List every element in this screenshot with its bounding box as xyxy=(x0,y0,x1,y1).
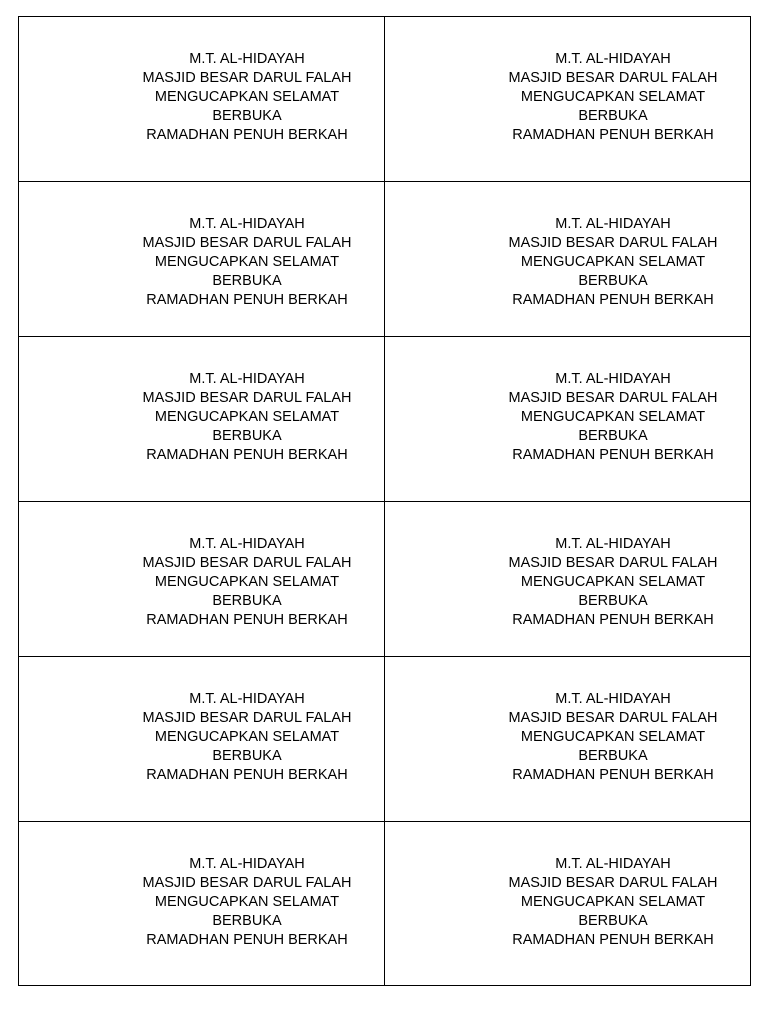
label-line-wish: RAMADHAN PENUH BERKAH xyxy=(146,612,348,628)
label-cell xyxy=(385,822,751,986)
label-cell xyxy=(385,182,751,336)
label-line-iftar: BERBUKA xyxy=(578,273,648,289)
label-line-org: M.T. AL-HIDAYAH xyxy=(555,371,671,387)
label-line-mosque: MASJID BESAR DARUL FALAH xyxy=(508,390,718,406)
label-text xyxy=(508,535,718,630)
label-line-wish: RAMADHAN PENUH BERKAH xyxy=(146,767,348,783)
label-line-wish: RAMADHAN PENUH BERKAH xyxy=(146,932,348,948)
label-text xyxy=(508,370,718,465)
label-line-org: M.T. AL-HIDAYAH xyxy=(189,216,305,232)
label-line-mosque: MASJID BESAR DARUL FALAH xyxy=(508,875,718,891)
label-text xyxy=(142,855,352,950)
label-line-greeting: MENGUCAPKAN SELAMAT xyxy=(154,574,340,590)
label-text xyxy=(142,50,352,145)
label-line-org: M.T. AL-HIDAYAH xyxy=(555,536,671,552)
label-line-mosque: MASJID BESAR DARUL FALAH xyxy=(508,710,718,726)
label-line-mosque: MASJID BESAR DARUL FALAH xyxy=(142,70,352,86)
label-sheet xyxy=(18,16,751,986)
label-line-greeting: MENGUCAPKAN SELAMAT xyxy=(154,89,340,105)
label-line-wish: RAMADHAN PENUH BERKAH xyxy=(512,127,714,143)
label-line-iftar: BERBUKA xyxy=(578,913,648,929)
label-cell xyxy=(19,17,385,181)
label-line-iftar: BERBUKA xyxy=(212,913,282,929)
label-line-mosque: MASJID BESAR DARUL FALAH xyxy=(508,70,718,86)
label-line-wish: RAMADHAN PENUH BERKAH xyxy=(146,127,348,143)
label-line-wish: RAMADHAN PENUH BERKAH xyxy=(512,612,714,628)
label-text xyxy=(508,215,718,310)
label-line-greeting: MENGUCAPKAN SELAMAT xyxy=(520,574,706,590)
label-text xyxy=(508,690,718,785)
label-cell xyxy=(19,502,385,656)
label-cell xyxy=(19,822,385,986)
label-cell xyxy=(19,337,385,501)
label-line-iftar: BERBUKA xyxy=(578,428,648,444)
label-line-greeting: MENGUCAPKAN SELAMAT xyxy=(154,254,340,270)
label-line-mosque: MASJID BESAR DARUL FALAH xyxy=(142,710,352,726)
label-text xyxy=(142,370,352,465)
label-line-mosque: MASJID BESAR DARUL FALAH xyxy=(142,390,352,406)
label-line-org: M.T. AL-HIDAYAH xyxy=(189,371,305,387)
label-line-org: M.T. AL-HIDAYAH xyxy=(189,691,305,707)
label-line-iftar: BERBUKA xyxy=(212,593,282,609)
label-line-greeting: MENGUCAPKAN SELAMAT xyxy=(520,729,706,745)
label-line-wish: RAMADHAN PENUH BERKAH xyxy=(512,767,714,783)
label-line-org: M.T. AL-HIDAYAH xyxy=(189,51,305,67)
label-cell xyxy=(385,502,751,656)
label-line-org: M.T. AL-HIDAYAH xyxy=(189,856,305,872)
label-text xyxy=(142,215,352,310)
label-line-wish: RAMADHAN PENUH BERKAH xyxy=(512,932,714,948)
label-line-greeting: MENGUCAPKAN SELAMAT xyxy=(520,409,706,425)
label-cell xyxy=(385,657,751,821)
label-text xyxy=(508,855,718,950)
label-line-greeting: MENGUCAPKAN SELAMAT xyxy=(154,894,340,910)
label-line-wish: RAMADHAN PENUH BERKAH xyxy=(146,292,348,308)
label-line-greeting: MENGUCAPKAN SELAMAT xyxy=(520,89,706,105)
label-line-greeting: MENGUCAPKAN SELAMAT xyxy=(520,254,706,270)
label-line-wish: RAMADHAN PENUH BERKAH xyxy=(512,447,714,463)
label-line-org: M.T. AL-HIDAYAH xyxy=(189,536,305,552)
label-line-greeting: MENGUCAPKAN SELAMAT xyxy=(154,729,340,745)
label-text xyxy=(142,535,352,630)
label-line-mosque: MASJID BESAR DARUL FALAH xyxy=(142,555,352,571)
label-line-iftar: BERBUKA xyxy=(212,748,282,764)
label-line-mosque: MASJID BESAR DARUL FALAH xyxy=(508,555,718,571)
label-line-iftar: BERBUKA xyxy=(578,748,648,764)
label-text xyxy=(508,50,718,145)
label-line-mosque: MASJID BESAR DARUL FALAH xyxy=(508,235,718,251)
label-line-iftar: BERBUKA xyxy=(212,108,282,124)
label-cell xyxy=(19,657,385,821)
label-line-wish: RAMADHAN PENUH BERKAH xyxy=(146,447,348,463)
label-cell xyxy=(19,182,385,336)
label-line-org: M.T. AL-HIDAYAH xyxy=(555,51,671,67)
label-line-iftar: BERBUKA xyxy=(212,273,282,289)
label-line-iftar: BERBUKA xyxy=(578,593,648,609)
label-cell xyxy=(385,17,751,181)
label-line-org: M.T. AL-HIDAYAH xyxy=(555,691,671,707)
label-line-org: M.T. AL-HIDAYAH xyxy=(555,216,671,232)
label-line-greeting: MENGUCAPKAN SELAMAT xyxy=(520,894,706,910)
label-cell xyxy=(385,337,751,501)
label-line-mosque: MASJID BESAR DARUL FALAH xyxy=(142,875,352,891)
label-line-wish: RAMADHAN PENUH BERKAH xyxy=(512,292,714,308)
label-line-mosque: MASJID BESAR DARUL FALAH xyxy=(142,235,352,251)
label-line-greeting: MENGUCAPKAN SELAMAT xyxy=(154,409,340,425)
label-text xyxy=(142,690,352,785)
label-line-iftar: BERBUKA xyxy=(212,428,282,444)
label-line-org: M.T. AL-HIDAYAH xyxy=(555,856,671,872)
label-line-iftar: BERBUKA xyxy=(578,108,648,124)
